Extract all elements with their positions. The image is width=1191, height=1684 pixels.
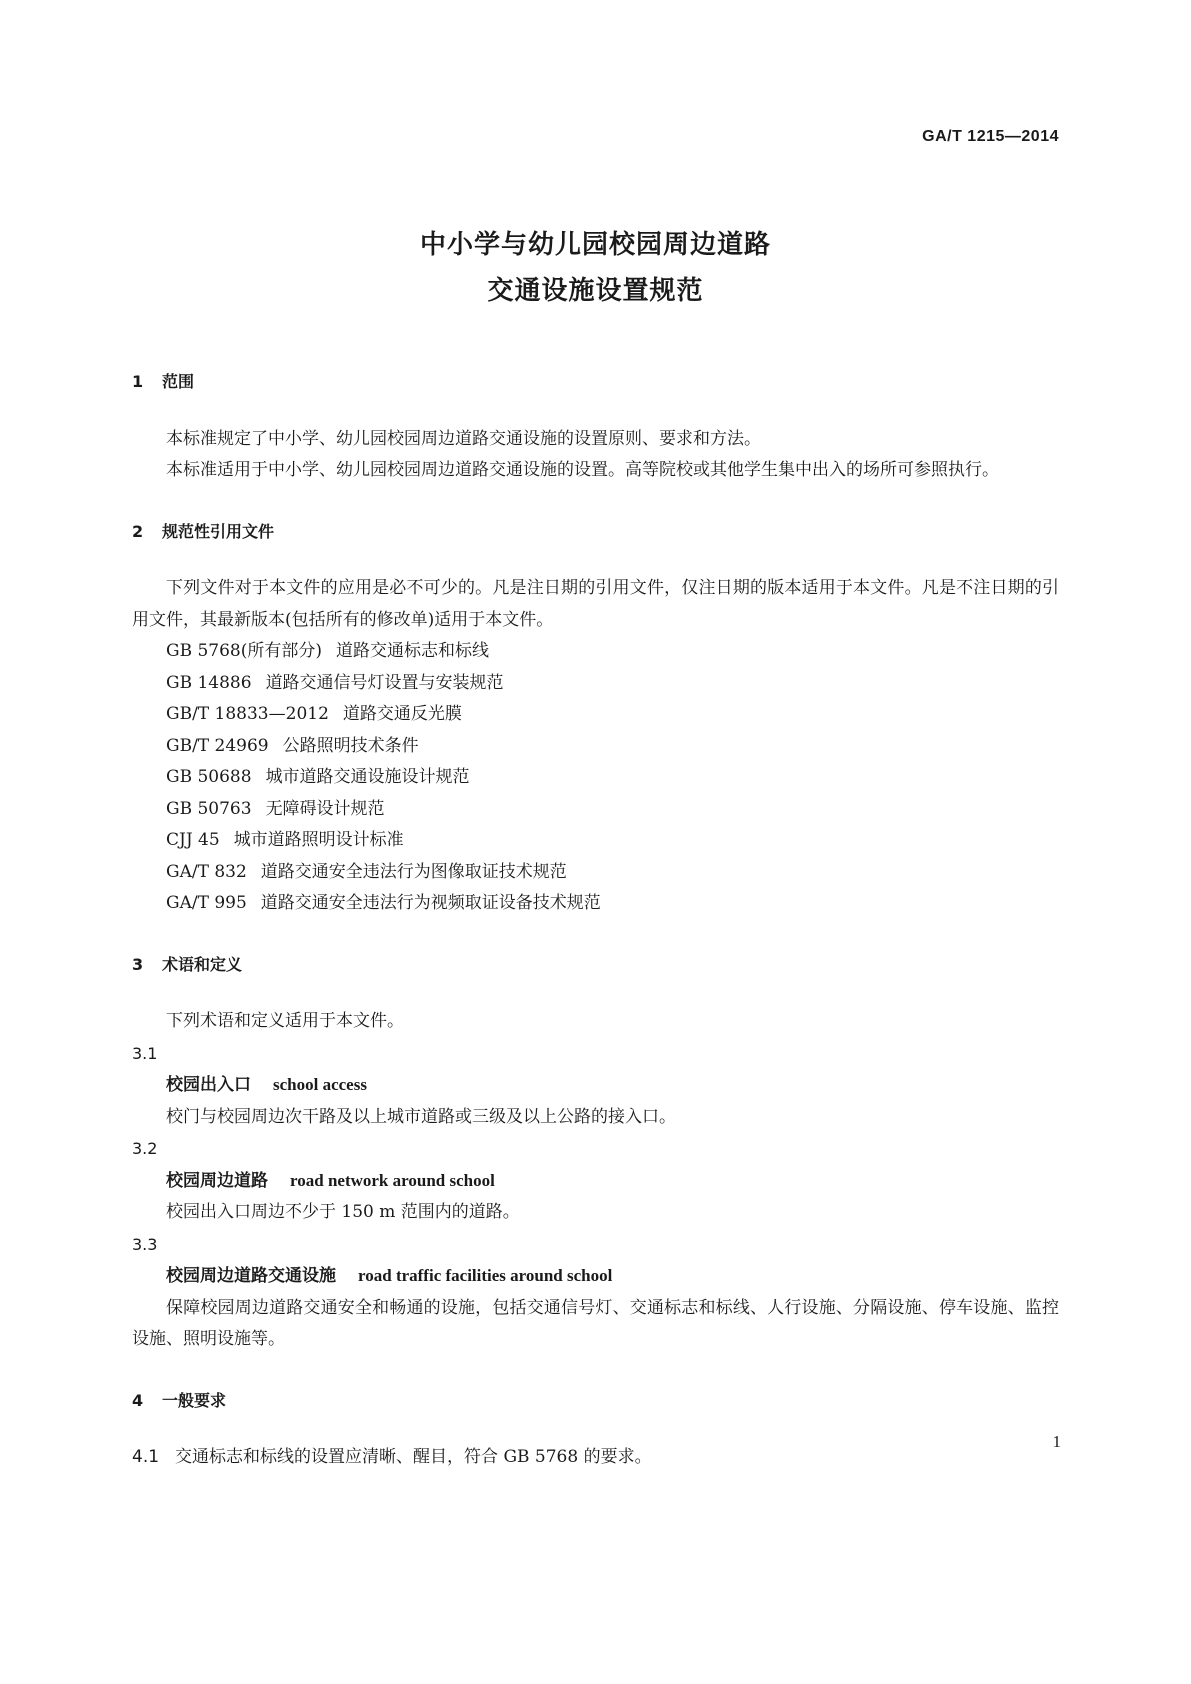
reference-code: GB/T 18833—2012 xyxy=(166,704,329,724)
reference-item xyxy=(132,888,1059,920)
term-name xyxy=(132,1260,1059,1293)
term-name xyxy=(132,1069,1059,1102)
term-name-en: road traffic facilities around school xyxy=(358,1266,613,1285)
reference-item xyxy=(132,794,1059,826)
term-name-zh: 校园出入口 xyxy=(166,1075,251,1095)
reference-code: GB 50763 xyxy=(166,798,252,819)
term-name-en: road network around school xyxy=(290,1170,495,1190)
reference-title: 城市道路交通设施设计规范 xyxy=(265,767,470,787)
title-line-2: 交通设施设置规范 xyxy=(487,276,704,306)
reference-code: CJJ 45 xyxy=(166,830,220,850)
section-4-number: 4 xyxy=(132,1390,144,1410)
section-4-title: 一般要求 xyxy=(162,1390,227,1410)
requirement-text: 交通标志和标线的设置应清晰、醒目，符合 GB 5768 的要求。 xyxy=(175,1447,652,1467)
section-1-number: 1 xyxy=(132,372,144,391)
section-2-number: 2 xyxy=(132,521,144,541)
requirement-item xyxy=(132,1442,1059,1474)
reference-code: GA/T 995 xyxy=(166,893,247,913)
reference-title: 无障碍设计规范 xyxy=(265,798,385,819)
section-1-title: 范围 xyxy=(162,372,195,391)
term-number: 3.1 xyxy=(132,1043,158,1063)
reference-item xyxy=(132,731,1059,763)
reference-code: GB 14886 xyxy=(166,672,252,693)
section-3-heading xyxy=(132,949,1059,981)
reference-code: GB/T 24969 xyxy=(166,735,269,756)
reference-item xyxy=(132,857,1059,889)
title-line-1: 中小学与幼儿园校园周边道路 xyxy=(419,230,771,260)
document-body xyxy=(132,366,1059,1474)
reference-item xyxy=(132,699,1059,731)
reference-title: 道路交通安全违法行为图像取证技术规范 xyxy=(260,861,567,882)
section-1-paragraph-2: 本标准适用于中小学、幼儿园校园周边道路交通设施的设置。高等院校或其他学生集中出入的场所可参照执行。 xyxy=(166,460,999,480)
term-name-zh: 校园周边道路 xyxy=(166,1170,268,1191)
document-title xyxy=(0,222,1191,314)
term-definition: 校门与校园周边次干路及以上城市道路或三级及以上公路的接入口。 xyxy=(166,1106,676,1127)
reference-code: GB 5768(所有部分) xyxy=(166,641,323,661)
reference-item xyxy=(132,668,1059,700)
reference-title: 道路交通标志和标线 xyxy=(336,641,490,661)
reference-code: GA/T 832 xyxy=(166,861,247,882)
reference-item xyxy=(132,762,1059,794)
section-3-intro: 下列术语和定义适用于本文件。 xyxy=(166,1011,404,1031)
section-2-title: 规范性引用文件 xyxy=(162,521,275,541)
page-number: 1 xyxy=(1052,1432,1061,1451)
section-4-heading xyxy=(132,1385,1059,1417)
reference-title: 公路照明技术条件 xyxy=(282,735,419,756)
standard-code: GA/T 1215—2014 xyxy=(922,128,1059,145)
section-3-number: 3 xyxy=(132,954,144,974)
reference-item xyxy=(132,636,1059,668)
term-name-en: school access xyxy=(273,1075,367,1094)
term-number: 3.3 xyxy=(132,1234,158,1254)
section-1-paragraph-1: 本标准规定了中小学、幼儿园校园周边道路交通设施的设置原则、要求和方法。 xyxy=(166,428,761,449)
requirement-number: 4.1 xyxy=(132,1447,160,1467)
reference-title: 道路交通安全违法行为视频取证设备技术规范 xyxy=(260,893,601,913)
section-2-intro: 下列文件对于本文件的应用是必不可少的。凡是注日期的引用文件，仅注日期的版本适用于本文件。凡是不注日期的引用文件，其最新版本(包括所有的修改单)适用于本文件。 xyxy=(132,578,1059,630)
term-definition: 保障校园周边道路交通安全和畅通的设施，包括交通信号灯、交通标志和标线、人行设施、分隔设施、停车设施、监控设施、照明设施等。 xyxy=(132,1297,1059,1349)
term-definition: 校园出入口周边不少于 150 m 范围内的道路。 xyxy=(166,1202,520,1222)
section-2-heading xyxy=(132,516,1059,548)
reference-title: 道路交通反光膜 xyxy=(342,704,462,724)
term-number: 3.2 xyxy=(132,1139,158,1158)
reference-title: 道路交通信号灯设置与安装规范 xyxy=(265,672,504,693)
reference-code: GB 50688 xyxy=(166,767,252,787)
term-name xyxy=(132,1165,1059,1198)
section-3-title: 术语和定义 xyxy=(162,954,243,974)
reference-title: 城市道路照明设计标准 xyxy=(233,830,404,850)
reference-item xyxy=(132,825,1059,857)
term-name-zh: 校园周边道路交通设施 xyxy=(166,1266,336,1286)
section-1-heading xyxy=(132,366,1059,398)
